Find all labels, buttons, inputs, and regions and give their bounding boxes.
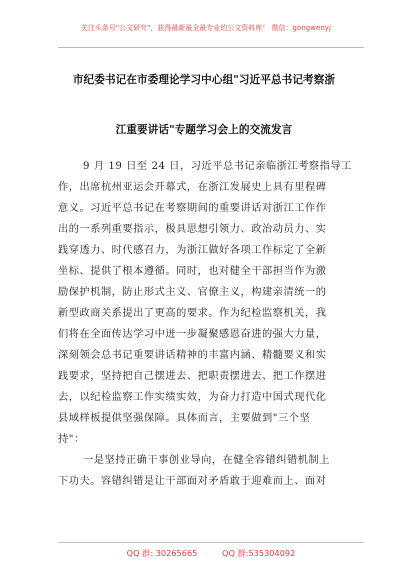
body-line: 践要求，坚持把自己摆进去、把职责摆进去、把工作摆进 — [58, 371, 327, 382]
header-divider — [58, 47, 364, 48]
body-line: 出的一系列重要指示，极具思想引领力、政治动员力、实 — [58, 224, 327, 235]
body-line: 持"： — [58, 434, 85, 445]
header-promo-note: 关注头条号"公文研究"，获得最新最全最专业的公文资料库！ 微信：gongwenyj — [80, 24, 332, 32]
footer-qq-group-1: QQ 群: 30265665 — [126, 548, 198, 558]
body-line: 作，出席杭州亚运会开幕式，在浙江发展史上具有里程碑 — [58, 182, 327, 193]
body-line: 坐标、提供了根本遵循。同时，也对健全干部担当作为激 — [58, 266, 327, 277]
document-title-line-2: 江重要讲话"专题学习会上的交流发言 — [115, 124, 293, 136]
body-line: 县域样板提供坚强保障。具体而言，主要做到"三个坚 — [58, 413, 311, 424]
body-line: 意义。习近平总书记在考察期间的重要讲话对浙江工作作 — [58, 203, 327, 214]
footer-divider — [58, 542, 364, 543]
body-line: 新型政商关系提出了更高的要求。作为纪检监察机关，我 — [58, 308, 327, 319]
body-line: 一是坚持正确干事创业导向，在健全容错纠错机制上 — [83, 455, 330, 466]
body-line: 励保护机制，防止形式主义、官僚主义，构建亲清统一的 — [58, 287, 327, 298]
body-line: 9 月 19 日至 24 日，习近平总书记亲临浙江考察指导工 — [83, 161, 352, 172]
body-line: 践穿透力、时代感召力，为浙江做好各项工作标定了全新 — [58, 245, 327, 256]
body-line: 们将在全面传达学习中迸一步凝聚感恩奋进的强大力量， — [58, 329, 327, 340]
body-line: 深刻领会总书记重要讲话精神的丰富内涵、精髓要义和实 — [58, 350, 327, 361]
body-line: 下功夫。容错纠错是让干部面对矛盾敢于迎难而上、面对 — [58, 476, 327, 487]
footer-contact — [58, 548, 364, 559]
document-body — [58, 156, 358, 492]
footer-qq-group-2: QQ 群:535304092 — [222, 548, 296, 558]
body-line: 去，以纪检监察工作实绩实效，为奋力打造中国式现代化 — [58, 392, 327, 403]
document-title-line-1: 市纪委书记在市委理论学习中心组"习近平总书记考察浙 — [72, 74, 336, 86]
